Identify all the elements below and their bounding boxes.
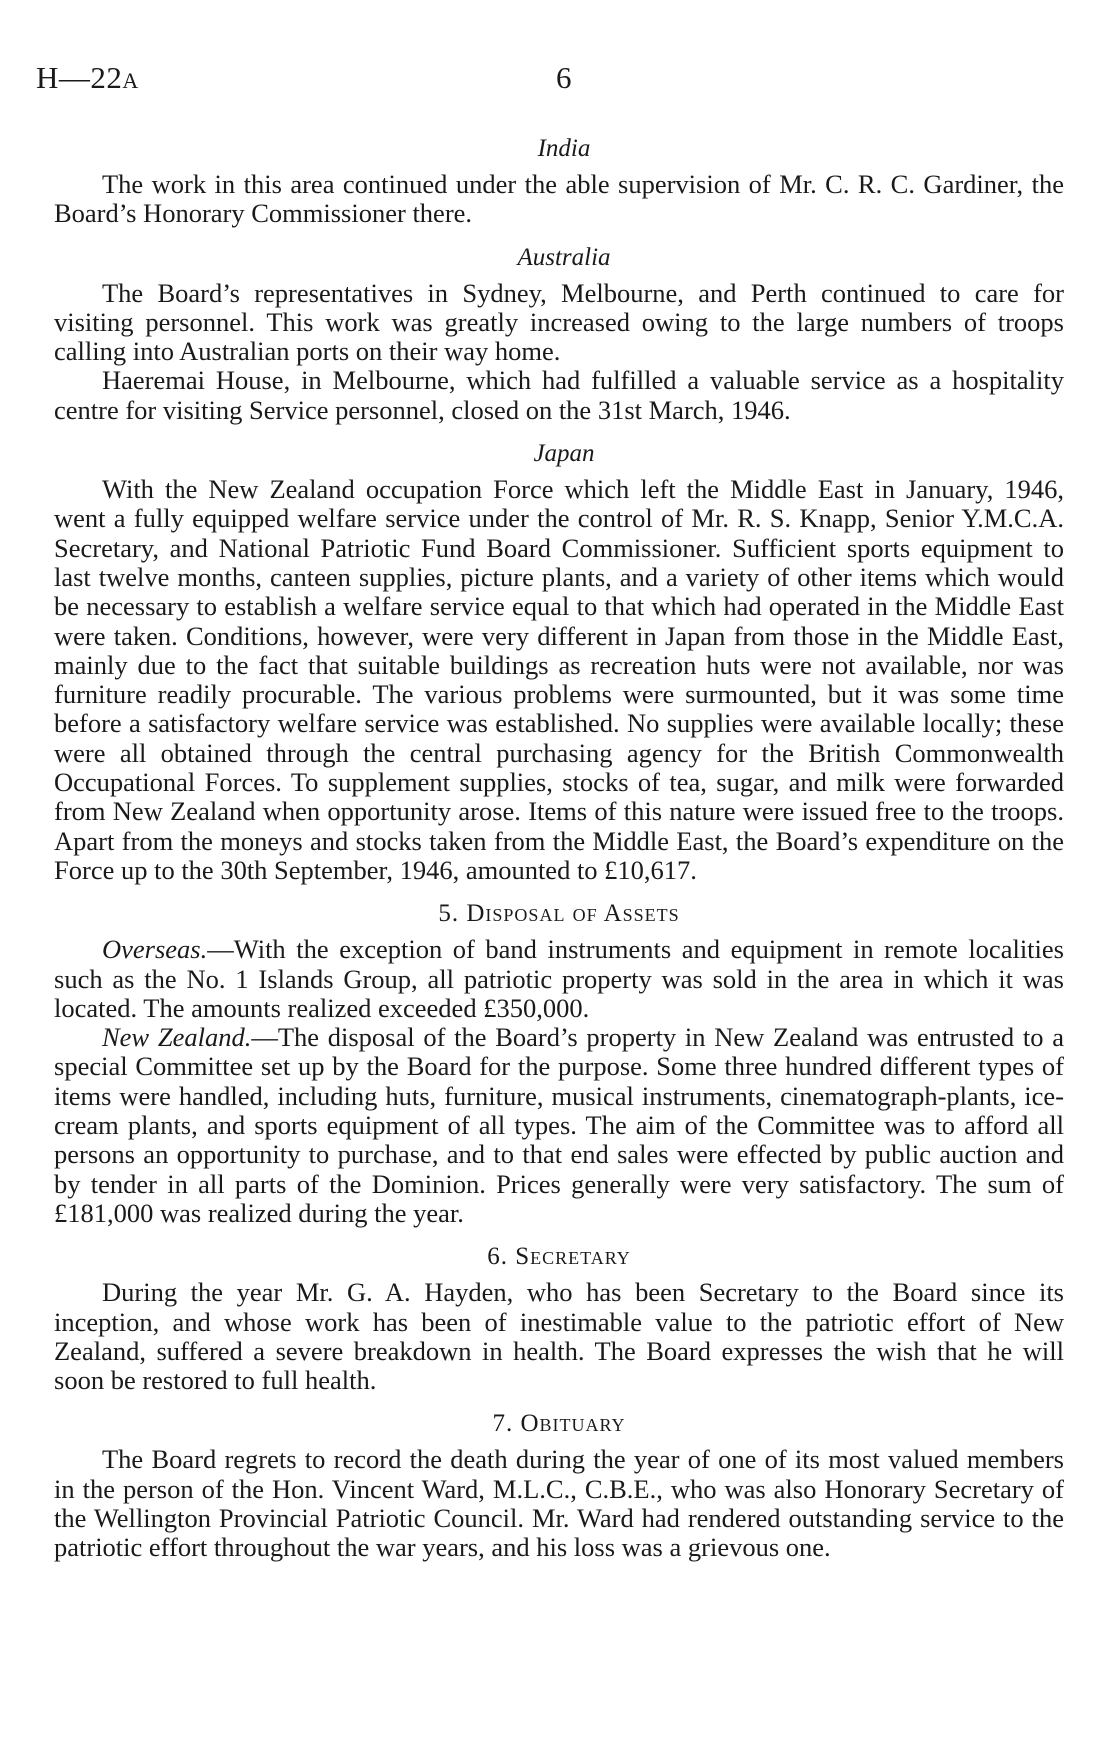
paragraph: The Board’s representatives in Sydney, Melbourne, and Perth continued to care for visiting personnel. This work was greatly increased owing to the large numbers of troops calling into Australian ports on their way home.: [54, 277, 1064, 367]
section-heading: Japan: [533, 440, 595, 468]
paragraph: [54, 1023, 1064, 1228]
section-heading: Australia: [517, 243, 611, 271]
paragraph: During the year Mr. G. A. Hayden, who has been Secretary to the Board since its inception, and whose work has been of inestimable value to the patriotic effort of New Zealand, suffered a severe breakdown in health. The Board expresses the wish that he will soon be restored to full health.: [54, 1277, 1064, 1396]
section-heading: 6. Secretary: [487, 1243, 631, 1271]
document-reference: [36, 60, 139, 96]
paragraph: The work in this area continued under the able supervision of Mr. C. R. C. Gardiner, the Board’s Honorary Commissioner there.: [54, 169, 1064, 229]
section-japan: [54, 439, 1064, 885]
paragraph-text: —The disposal of the Board’s property in New Zealand was entrusted to a special Committee set up by the Board for the purpose. Some three hundred different types of items were handled, including huts, furniture, musical instruments, cinematograph-plants, ice-cream plants, and sports equipment of all types. The aim of the Committee was to afford all persons an opportunity to purchase, and to that end sales were effected by public auction and by tender in all parts of the Dominion. Prices generally were very satisfactory. The sum of £181,000 was realized during the year.: [54, 1022, 1064, 1228]
section-secretary: [54, 1242, 1064, 1395]
document-reference-main: H—22: [36, 60, 123, 95]
page-header: [36, 60, 576, 110]
page-number: 6: [556, 60, 572, 95]
section-heading: 5. Disposal of Assets: [438, 900, 680, 928]
paragraph: Haeremai House, in Melbourne, which had fulfilled a valuable service as a hospitality centre for visiting Service personnel, closed on the 31st March, 1946.: [54, 365, 1064, 425]
paragraph: With the New Zealand occupation Force which left the Middle East in January, 1946, went a fully equipped welfare service under the control of Mr. R. S. Knapp, Senior Y.M.C.A. Secretary, and National Patriotic Fund Board Commissioner. Sufficient sports equipment to last twelve months, canteen supplies, picture plants, and a variety of other items which would be necessary to establish a welfare service equal to that which had operated in the Middle East were taken. Conditions, however, were very different in Japan from those in the Middle East, mainly due to the fact that suitable buildings as recreation huts were not available, nor was furniture readily procurable. The various problems were surmounted, but it was some time before a satisfactory welfare service was established. No supplies were available locally; these were all obtained through the central purchasing agency for the British Commonwealth Occupational Forces. To supplement supplies, stocks of tea, sugar, and milk were forwarded from New Zealand when opportunity arose. Items of this nature were issued free to the troops. Apart from the moneys and stocks taken from the Middle East, the Board’s expenditure on the Force up to the 30th September, 1946, amounted to £10,617.: [54, 474, 1064, 885]
page-body: [54, 134, 1064, 1577]
section-obituary: [54, 1409, 1064, 1562]
paragraph-lead: New Zealand.: [102, 1022, 252, 1053]
section-heading: India: [537, 135, 591, 162]
paragraph-text: —With the exception of band instruments and equipment in remote localities such as the No. 1 Islands Group, all patriotic property was sold in the area in which it was located. The amounts realized exceeded £350,000.: [54, 934, 1064, 1023]
section-heading: 7. Obituary: [492, 1410, 626, 1438]
paragraph-lead: Overseas.: [102, 934, 208, 965]
section-disposal-of-assets: [54, 899, 1064, 1228]
document-reference-suffix: A: [122, 68, 139, 93]
paragraph: [54, 935, 1064, 1023]
section-india: [54, 134, 1064, 229]
paragraph: The Board regrets to record the death during the year of one of its most valued members in the person of the Hon. Vincent Ward, M.L.C., C.B.E., who was also Honorary Secretary of the Wellington Provincial Patriotic Council. Mr. Ward had rendered outstanding service to the patriotic effort throughout the war years, and his loss was a grievous one.: [54, 1444, 1064, 1563]
section-australia: [54, 243, 1064, 425]
